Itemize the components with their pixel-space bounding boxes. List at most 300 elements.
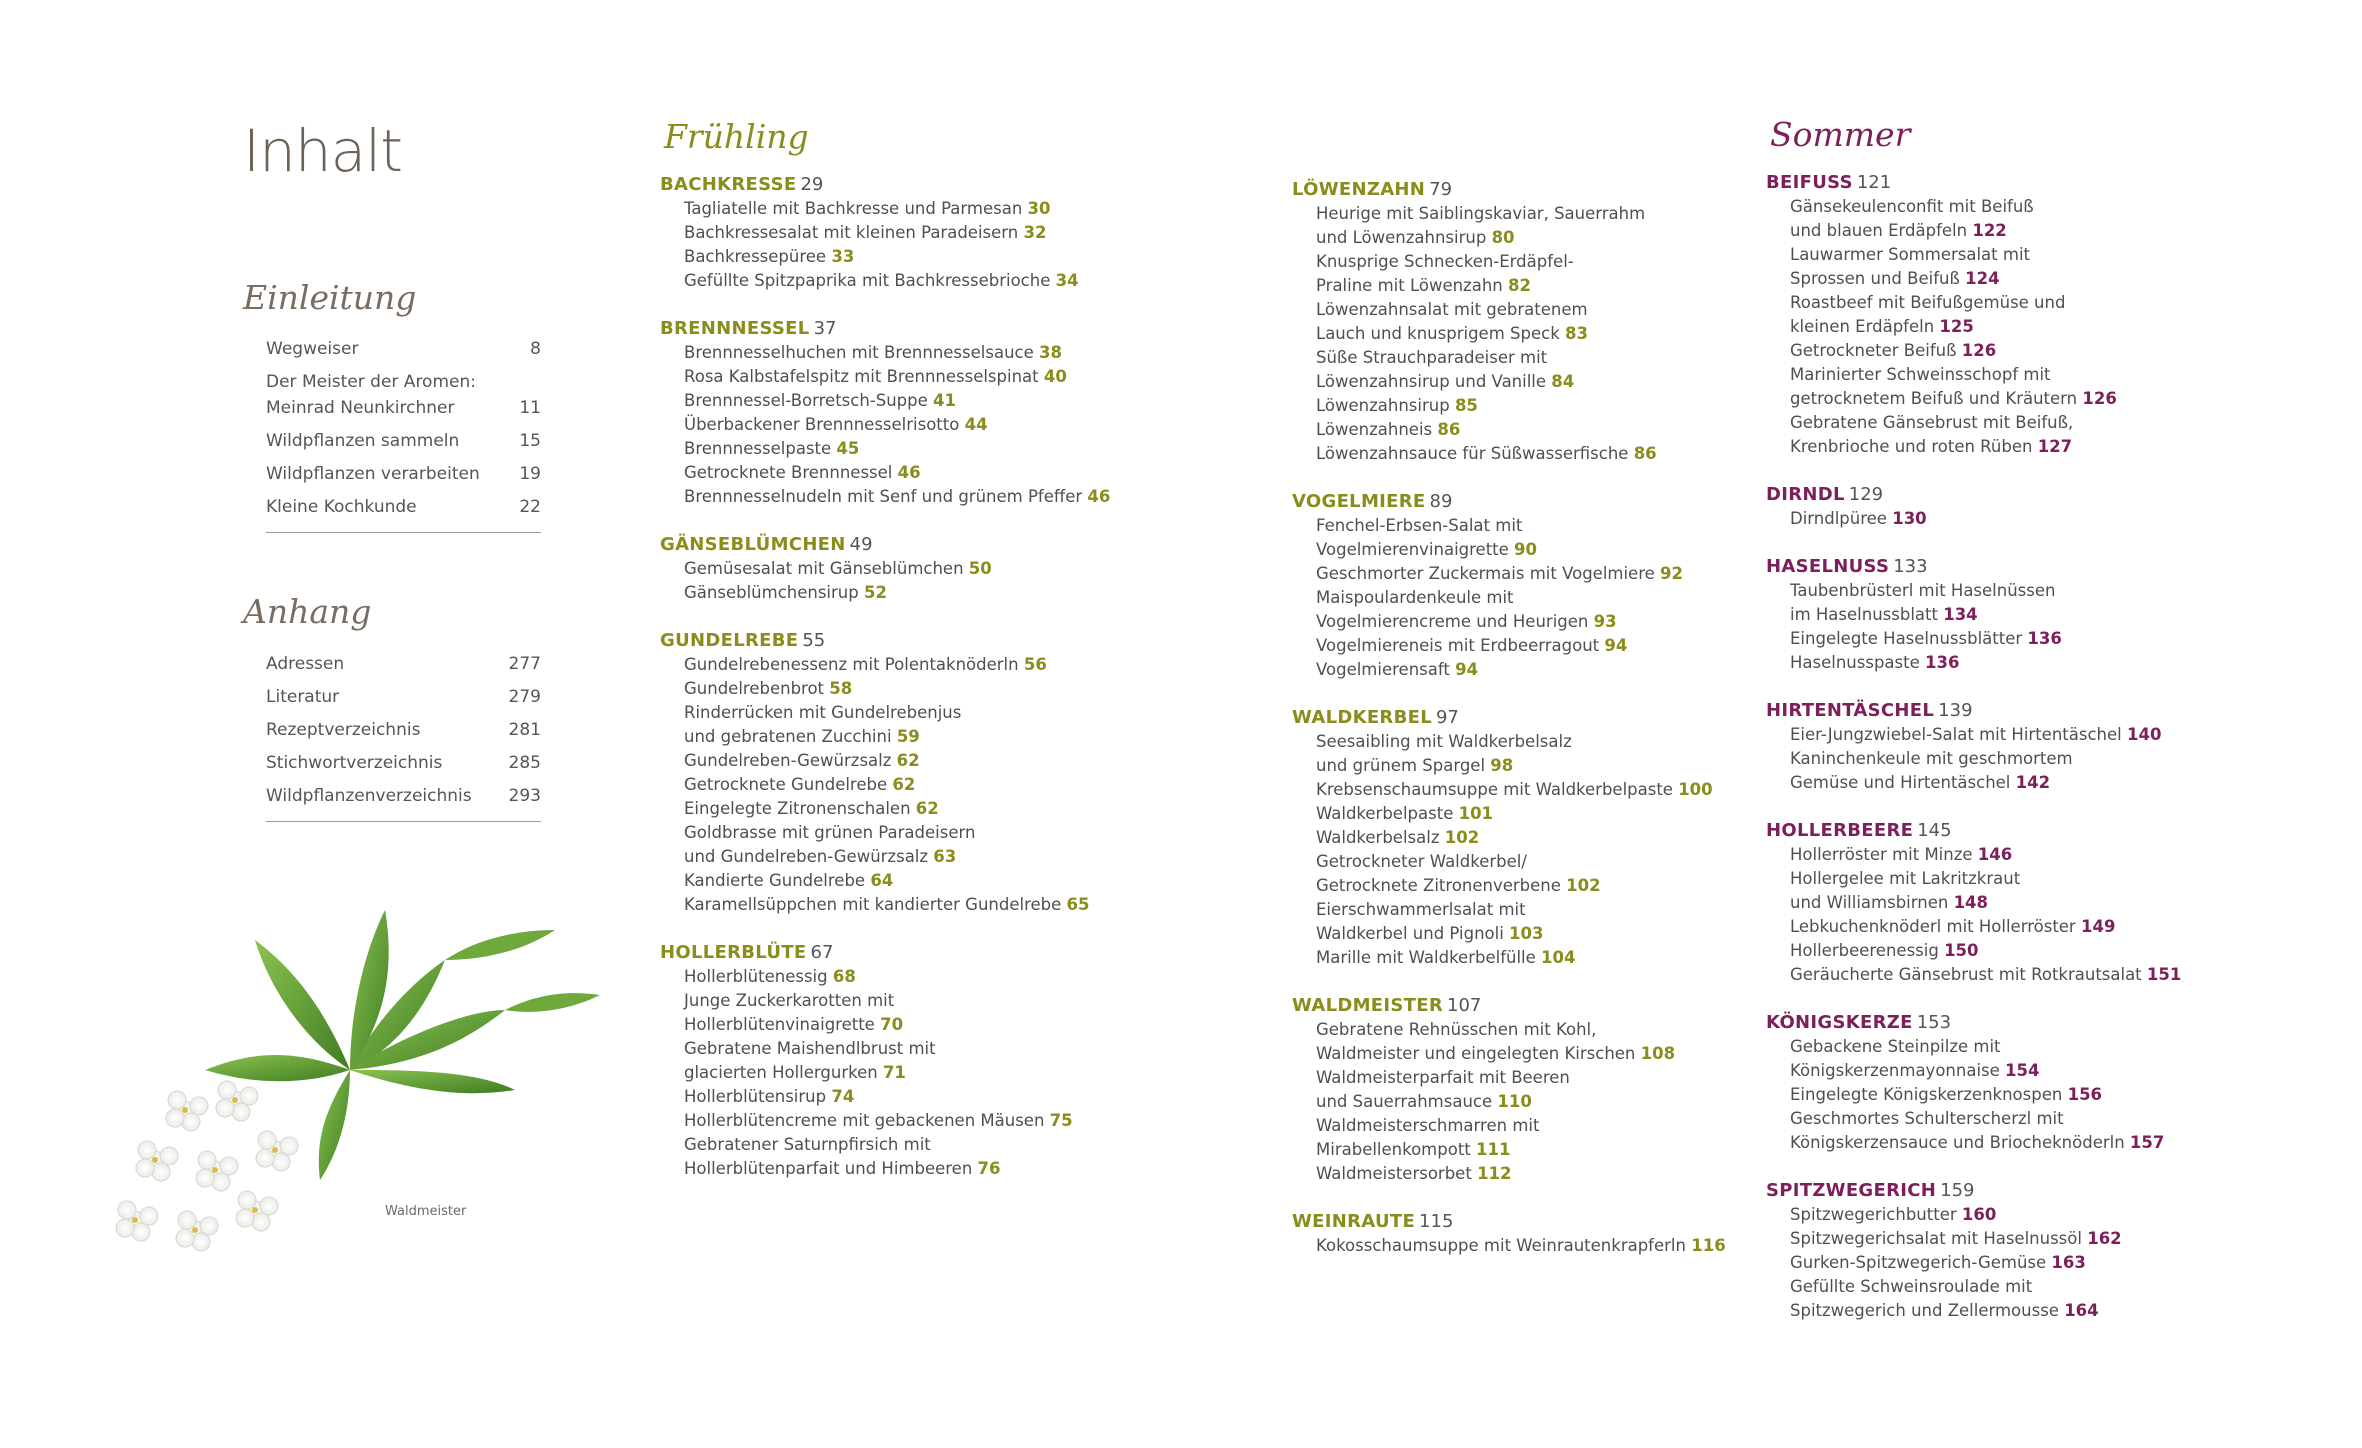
- section-title-anhang: Anhang: [243, 592, 372, 631]
- recipe-item: [1292, 946, 1812, 970]
- recipe-item: [660, 341, 1180, 365]
- recipe-page-number: 151: [2146, 965, 2182, 984]
- plant-heading: [1292, 490, 1812, 514]
- recipe-item: [1766, 411, 2286, 459]
- plant-heading: [1766, 699, 2286, 723]
- recipe-page-number: 64: [870, 871, 894, 890]
- recipe-item: [660, 557, 1180, 581]
- toc-page-number: 11: [519, 398, 541, 418]
- fruehling-entries-2: [1292, 178, 1812, 1258]
- recipe-item: [1292, 802, 1812, 826]
- recipe-title: Getrockneter Beifuß: [1790, 341, 1957, 360]
- plant-page-number: 159: [1940, 1180, 1975, 1201]
- recipe-page-number: 34: [1055, 271, 1079, 290]
- plant-name: WALDMEISTER: [1292, 995, 1443, 1016]
- recipe-title: Eingelegte Königskerzenknospen: [1790, 1085, 2063, 1104]
- recipe-title: Marinierter Schweinsschopf mit getrocknetem Beifuß und Kräutern: [1790, 365, 2078, 408]
- recipe-page-number: 164: [2064, 1301, 2099, 1320]
- sommer-column: [1766, 115, 2286, 1347]
- plant-entry: [660, 629, 1180, 917]
- recipe-page-number: 103: [1509, 924, 1544, 943]
- plant-page-number: 133: [1893, 556, 1928, 577]
- recipe-page-number: 62: [915, 799, 939, 818]
- recipe-item: [660, 1085, 1180, 1109]
- recipe-item: [1766, 963, 2286, 987]
- toc-row: [266, 651, 541, 677]
- recipe-title: Hollerbeerenessig: [1790, 941, 1939, 960]
- plant-name: BRENNNESSEL: [660, 318, 810, 339]
- recipe-title: Goldbrasse mit grünen Paradeisern und Gundelreben-Gewürzsalz: [684, 823, 976, 866]
- recipe-title: Gundelreben-Gewürzsalz: [684, 751, 892, 770]
- recipe-page-number: 50: [968, 559, 992, 578]
- plant-heading: [1766, 555, 2286, 579]
- plant-page-number: 129: [1848, 484, 1884, 505]
- fruehling-column-2: [1292, 178, 1812, 1282]
- recipe-item: [1766, 579, 2286, 627]
- plant-heading: [660, 317, 1180, 341]
- recipe-title: Gebratene Rehnüsschen mit Kohl, Waldmeister und eingelegten Kirschen: [1316, 1020, 1636, 1063]
- recipe-title: Heurige mit Saiblingskaviar, Sauerrahm und Löwenzahnsirup: [1316, 204, 1646, 247]
- toc-label: Wildpflanzen verarbeiten: [266, 464, 480, 484]
- recipe-item: [1292, 202, 1812, 250]
- recipe-item: [660, 749, 1180, 773]
- recipe-title: Brennnesselhuchen mit Brennnesselsauce: [684, 343, 1034, 362]
- recipe-title: Seesaibling mit Waldkerbelsalz und grünem Spargel: [1316, 732, 1572, 775]
- fruehling-entries-1: [660, 173, 1180, 1181]
- recipe-page-number: 160: [1961, 1205, 1997, 1224]
- recipe-page-number: 86: [1437, 420, 1461, 439]
- plant-name: BACHKRESSE: [660, 174, 797, 195]
- recipe-title: Knusprige Schnecken-Erdäpfel- Praline mit Löwenzahn: [1316, 252, 1574, 295]
- toc-label: Kleine Kochkunde: [266, 497, 417, 517]
- recipe-page-number: 70: [880, 1015, 904, 1034]
- recipe-title: Vogelmiereneis mit Erdbeerragout: [1316, 636, 1600, 655]
- recipe-title: Junge Zuckerkarotten mit Hollerblütenvinaigrette: [684, 991, 895, 1034]
- recipe-item: [1766, 1107, 2286, 1155]
- toc-label: Adressen: [266, 654, 345, 674]
- toc-row: [266, 684, 541, 710]
- toc-page-number: 281: [508, 720, 541, 740]
- toc-page-number: 285: [508, 753, 541, 773]
- recipe-page-number: 122: [1972, 221, 2007, 240]
- season-title-fruehling: Frühling: [664, 117, 809, 156]
- recipe-page-number: 83: [1565, 324, 1588, 343]
- recipe-item: [660, 773, 1180, 797]
- plant-entry: [1766, 699, 2286, 795]
- recipe-item: [660, 389, 1180, 413]
- recipe-page-number: 59: [896, 727, 920, 746]
- recipe-title: Karamellsüppchen mit kandierter Gundelrebe: [684, 895, 1062, 914]
- plant-page-number: 89: [1429, 491, 1453, 512]
- plant-heading: [660, 629, 1180, 653]
- recipe-page-number: 157: [2129, 1133, 2165, 1152]
- toc-label: Literatur: [266, 687, 340, 707]
- recipe-item: [1292, 730, 1812, 778]
- plant-heading: [1766, 1011, 2286, 1035]
- toc-label: Der Meister der Aromen: Meinrad Neunkirchner: [266, 372, 476, 418]
- plant-entry: [1292, 706, 1812, 970]
- plant-page-number: 67: [810, 942, 834, 963]
- recipe-page-number: 94: [1455, 660, 1479, 679]
- toc-row: [266, 369, 541, 421]
- recipe-page-number: 65: [1066, 895, 1090, 914]
- recipe-item: [1766, 915, 2286, 939]
- recipe-title: Gebratene Gänsebrust mit Beifuß, Krenbrioche und roten Rüben: [1790, 413, 2074, 456]
- section-title-einleitung: Einleitung: [243, 278, 417, 317]
- recipe-title: Kandierte Gundelrebe: [684, 871, 866, 890]
- recipe-page-number: 32: [1023, 223, 1047, 242]
- toc-row: [266, 783, 541, 809]
- recipe-title: Waldmeisterschmarren mit Mirabellenkompott: [1316, 1116, 1540, 1159]
- recipe-page-number: 102: [1566, 876, 1601, 895]
- plant-name: HOLLERBLÜTE: [660, 942, 807, 963]
- recipe-title: Eingelegte Haselnussblätter: [1790, 629, 2023, 648]
- recipe-item: [1766, 843, 2286, 867]
- recipe-title: Brennnesselpaste: [684, 439, 832, 458]
- recipe-item: [1766, 939, 2286, 963]
- plant-heading: [1766, 483, 2286, 507]
- toc-row: [266, 494, 541, 520]
- plant-page-number: 29: [800, 174, 824, 195]
- recipe-page-number: 52: [863, 583, 887, 602]
- recipe-title: Löwenzahnsalat mit gebratenem Lauch und knusprigem Speck: [1316, 300, 1588, 343]
- recipe-page-number: 130: [1892, 509, 1927, 528]
- recipe-page-number: 116: [1691, 1236, 1726, 1255]
- recipe-page-number: 140: [2126, 725, 2162, 744]
- plant-page-number: 153: [1916, 1012, 1952, 1033]
- plant-name: HIRTENTÄSCHEL: [1766, 700, 1935, 721]
- recipe-title: Vogelmierensaft: [1316, 660, 1450, 679]
- plant-page-number: 37: [813, 318, 837, 339]
- recipe-item: [660, 1037, 1180, 1085]
- recipe-title: Geräucherte Gänsebrust mit Rotkrautsalat: [1790, 965, 2142, 984]
- plant-page-number: 139: [1938, 700, 1973, 721]
- recipe-item: [1292, 514, 1812, 562]
- recipe-title: Gebratene Maishendlbrust mit glacierten Hollergurken: [684, 1039, 936, 1082]
- recipe-item: [1766, 195, 2286, 243]
- recipe-item: [1292, 1234, 1812, 1258]
- recipe-title: Getrockneter Waldkerbel/ Getrocknete Zitronenverbene: [1316, 852, 1561, 895]
- recipe-title: Löwenzahneis: [1316, 420, 1433, 439]
- recipe-page-number: 30: [1027, 199, 1051, 218]
- recipe-title: Spitzwegerichsalat mit Haselnussöl: [1790, 1229, 2082, 1248]
- waldmeister-illustration: [95, 900, 635, 1280]
- recipe-title: Dirndlpüree: [1790, 509, 1887, 528]
- plant-page-number: 145: [1917, 820, 1952, 841]
- recipe-page-number: 156: [2067, 1085, 2103, 1104]
- recipe-title: Gurken-Spitzwegerich-Gemüse: [1790, 1253, 2047, 1272]
- recipe-title: Tagliatelle mit Bachkresse und Parmesan: [684, 199, 1023, 218]
- recipe-title: Kokosschaumsuppe mit Weinrautenkrapferln: [1316, 1236, 1686, 1255]
- recipe-page-number: 100: [1678, 780, 1713, 799]
- recipe-page-number: 93: [1593, 612, 1617, 631]
- plant-page-number: 49: [849, 534, 873, 555]
- recipe-item: [660, 797, 1180, 821]
- recipe-title: Geschmorter Zuckermais mit Vogelmiere: [1316, 564, 1655, 583]
- recipe-item: [1292, 442, 1812, 466]
- recipe-page-number: 148: [1953, 893, 1989, 912]
- recipe-page-number: 38: [1039, 343, 1062, 362]
- toc-row: [266, 336, 541, 362]
- recipe-page-number: 127: [2037, 437, 2073, 456]
- plant-name: GUNDELREBE: [660, 630, 799, 651]
- recipe-page-number: 154: [2005, 1061, 2040, 1080]
- divider-rule: [266, 532, 541, 533]
- toc-label: Rezeptverzeichnis: [266, 720, 421, 740]
- toc-page-number: 22: [519, 497, 541, 517]
- toc-page-number: 8: [530, 339, 541, 359]
- recipe-page-number: 86: [1633, 444, 1657, 463]
- recipe-title: Getrocknete Brennnessel: [684, 463, 893, 482]
- einleitung-list: [266, 336, 541, 533]
- recipe-item: [1292, 250, 1812, 298]
- recipe-page-number: 33: [831, 247, 855, 266]
- recipe-page-number: 134: [1943, 605, 1978, 624]
- recipe-page-number: 104: [1541, 948, 1576, 967]
- recipe-page-number: 163: [2051, 1253, 2086, 1272]
- recipe-title: Gemüsesalat mit Gänseblümchen: [684, 559, 964, 578]
- recipe-page-number: 108: [1640, 1044, 1676, 1063]
- plant-heading: [1766, 1179, 2286, 1203]
- page-title: Inhalt: [243, 117, 403, 185]
- plant-page-number: 79: [1429, 179, 1453, 200]
- recipe-page-number: 44: [964, 415, 988, 434]
- recipe-title: Haselnusspaste: [1790, 653, 1920, 672]
- recipe-item: [1292, 778, 1812, 802]
- recipe-item: [1292, 1018, 1812, 1066]
- recipe-title: Lauwarmer Sommersalat mit Sprossen und Beifuß: [1790, 245, 2031, 288]
- plant-entry: [660, 941, 1180, 1181]
- plant-heading: [1292, 706, 1812, 730]
- recipe-item: [660, 1109, 1180, 1133]
- recipe-item: [1292, 1114, 1812, 1162]
- plant-name: HASELNUSS: [1766, 556, 1890, 577]
- recipe-item: [1766, 1035, 2286, 1083]
- recipe-title: Rinderrücken mit Gundelrebenjus und gebratenen Zucchini: [684, 703, 962, 746]
- recipe-title: Gefüllte Spitzpaprika mit Bachkressebrioche: [684, 271, 1051, 290]
- recipe-title: Hollerblütenessig: [684, 967, 828, 986]
- recipe-title: Gebackene Steinpilze mit Königskerzenmayonnaise: [1790, 1037, 2001, 1080]
- plant-entry: [660, 533, 1180, 605]
- plant-name: BEIFUSS: [1766, 172, 1853, 193]
- recipe-page-number: 84: [1551, 372, 1575, 391]
- recipe-page-number: 136: [2027, 629, 2062, 648]
- plant-name: DIRNDL: [1766, 484, 1845, 505]
- recipe-item: [1292, 658, 1812, 682]
- plant-entry: [1766, 1179, 2286, 1323]
- plant-entry: [1766, 483, 2286, 531]
- recipe-item: [660, 653, 1180, 677]
- plant-name: HOLLERBEERE: [1766, 820, 1914, 841]
- recipe-item: [660, 893, 1180, 917]
- recipe-page-number: 102: [1444, 828, 1480, 847]
- recipe-item: [660, 581, 1180, 605]
- recipe-page-number: 94: [1604, 636, 1628, 655]
- recipe-page-number: 150: [1944, 941, 1979, 960]
- recipe-title: Eierschwammerlsalat mit Waldkerbel und Pignoli: [1316, 900, 1526, 943]
- recipe-title: Krebsenschaumsuppe mit Waldkerbelpaste: [1316, 780, 1673, 799]
- recipe-title: Maispoulardenkeule mit Vogelmierencreme und Heurigen: [1316, 588, 1589, 631]
- recipe-page-number: 76: [977, 1159, 1001, 1178]
- recipe-page-number: 126: [2082, 389, 2117, 408]
- recipe-title: Brennnesselnudeln mit Senf und grünem Pfeffer: [684, 487, 1083, 506]
- plant-entry: [660, 317, 1180, 509]
- recipe-title: Getrocknete Gundelrebe: [684, 775, 888, 794]
- recipe-item: [660, 485, 1180, 509]
- plant-heading: [1292, 178, 1812, 202]
- recipe-page-number: 85: [1454, 396, 1478, 415]
- recipe-title: Eier-Jungzwiebel-Salat mit Hirtentäschel: [1790, 725, 2122, 744]
- plant-heading: [1766, 171, 2286, 195]
- recipe-item: [660, 1133, 1180, 1181]
- recipe-page-number: 80: [1491, 228, 1515, 247]
- recipe-item: [1292, 1162, 1812, 1186]
- recipe-title: Brennnessel-Borretsch-Suppe: [684, 391, 928, 410]
- plant-page-number: 107: [1447, 995, 1482, 1016]
- plant-heading: [1292, 994, 1812, 1018]
- recipe-page-number: 112: [1477, 1164, 1512, 1183]
- plant-entry: [1766, 171, 2286, 459]
- recipe-item: [1292, 826, 1812, 850]
- recipe-title: Waldmeisterparfait mit Beeren und Sauerrahmsauce: [1316, 1068, 1570, 1111]
- plant-name: GÄNSEBLÜMCHEN: [660, 534, 846, 555]
- recipe-title: Eingelegte Zitronenschalen: [684, 799, 911, 818]
- recipe-title: Roastbeef mit Beifußgemüse und kleinen Erdäpfeln: [1790, 293, 2066, 336]
- recipe-item: [1292, 898, 1812, 946]
- plant-entry: [1292, 1210, 1812, 1258]
- fruehling-column-1: [660, 117, 1180, 1205]
- recipe-page-number: 149: [2080, 917, 2116, 936]
- recipe-title: Hollerröster mit Minze: [1790, 845, 1973, 864]
- recipe-title: Lebkuchenknöderl mit Hollerröster: [1790, 917, 2076, 936]
- recipe-page-number: 63: [933, 847, 957, 866]
- recipe-title: Rosa Kalbstafelspitz mit Brennnesselspinat: [684, 367, 1039, 386]
- sommer-entries: [1766, 171, 2286, 1323]
- recipe-item: [660, 869, 1180, 893]
- recipe-page-number: 142: [2015, 773, 2051, 792]
- recipe-title: Geschmortes Schulterscherzl mit Königskerzensauce und Briocheknöderln: [1790, 1109, 2125, 1152]
- recipe-page-number: 111: [1476, 1140, 1511, 1159]
- toc-page-number: 19: [519, 464, 541, 484]
- recipe-item: [1766, 243, 2286, 291]
- white-flowers-icon: [116, 1081, 298, 1251]
- plant-heading: [1292, 1210, 1812, 1234]
- recipe-title: Gänsekeulenconfit mit Beifuß und blauen Erdäpfeln: [1790, 197, 2034, 240]
- toc-row: [266, 717, 541, 743]
- plant-heading: [1766, 819, 2286, 843]
- recipe-title: Fenchel-Erbsen-Salat mit Vogelmierenvinaigrette: [1316, 516, 1523, 559]
- recipe-title: Waldmeistersorbet: [1316, 1164, 1472, 1183]
- plant-heading: [660, 173, 1180, 197]
- plant-name: WALDKERBEL: [1292, 707, 1432, 728]
- recipe-item: [1292, 418, 1812, 442]
- recipe-title: Hollerblütensirup: [684, 1087, 827, 1106]
- recipe-item: [660, 221, 1180, 245]
- plant-name: LÖWENZAHN: [1292, 179, 1426, 200]
- recipe-page-number: 82: [1508, 276, 1531, 295]
- recipe-page-number: 136: [1925, 653, 1960, 672]
- recipe-page-number: 58: [829, 679, 853, 698]
- plant-entry: [1292, 994, 1812, 1186]
- recipe-page-number: 40: [1043, 367, 1067, 386]
- recipe-page-number: 98: [1490, 756, 1514, 775]
- plant-name: KÖNIGSKERZE: [1766, 1012, 1913, 1033]
- recipe-title: Waldkerbelsalz: [1316, 828, 1440, 847]
- toc-label: Wildpflanzenverzeichnis: [266, 786, 472, 806]
- recipe-item: [1766, 507, 2286, 531]
- recipe-page-number: 62: [892, 775, 916, 794]
- recipe-item: [660, 701, 1180, 749]
- plant-page-number: 97: [1435, 707, 1459, 728]
- plant-entry: [660, 173, 1180, 293]
- recipe-title: Waldkerbelpaste: [1316, 804, 1454, 823]
- recipe-title: Marille mit Waldkerbelfülle: [1316, 948, 1536, 967]
- plant-entry: [1766, 819, 2286, 987]
- recipe-item: [1766, 651, 2286, 675]
- recipe-title: Kaninchenkeule mit geschmortem Gemüse und Hirtentäschel: [1790, 749, 2073, 792]
- recipe-item: [660, 269, 1180, 293]
- recipe-title: Gänseblümchensirup: [684, 583, 859, 602]
- anhang-list: [266, 651, 541, 822]
- recipe-title: Hollergelee mit Lakritzkraut und Williamsbirnen: [1790, 869, 2021, 912]
- recipe-title: Taubenbrüsterl mit Haselnüssen im Haselnussblatt: [1790, 581, 2056, 624]
- recipe-page-number: 124: [1965, 269, 2000, 288]
- recipe-page-number: 126: [1961, 341, 1997, 360]
- recipe-title: Löwenzahnsauce für Süßwasserfische: [1316, 444, 1629, 463]
- toc-row: [266, 750, 541, 776]
- toc-label: Wildpflanzen sammeln: [266, 431, 460, 451]
- recipe-item: [660, 965, 1180, 989]
- toc-label: Stichwortverzeichnis: [266, 753, 443, 773]
- plant-page-number: 55: [802, 630, 826, 651]
- image-caption: Waldmeister: [385, 1204, 467, 1219]
- recipe-item: [660, 197, 1180, 221]
- plant-heading: [660, 533, 1180, 557]
- recipe-title: Gebratener Saturnpfirsich mit Hollerblütenparfait und Himbeeren: [684, 1135, 973, 1178]
- season-title-sommer: Sommer: [1770, 115, 1911, 154]
- recipe-page-number: 45: [836, 439, 860, 458]
- recipe-title: Gefüllte Schweinsroulade mit Spitzwegerich und Zellermousse: [1790, 1277, 2059, 1320]
- recipe-item: [660, 245, 1180, 269]
- recipe-page-number: 125: [1939, 317, 1974, 336]
- recipe-page-number: 46: [1087, 487, 1111, 506]
- toc-row: [266, 461, 541, 487]
- toc-label: Wegweiser: [266, 339, 359, 359]
- recipe-title: Gundelrebenessenz mit Polentaknöderln: [684, 655, 1019, 674]
- recipe-title: Bachkressepüree: [684, 247, 827, 266]
- plant-entry: [1766, 555, 2286, 675]
- plant-entry: [1766, 1011, 2286, 1155]
- recipe-page-number: 41: [933, 391, 956, 410]
- recipe-item: [1766, 1275, 2286, 1323]
- recipe-item: [1292, 346, 1812, 394]
- plant-heading: [660, 941, 1180, 965]
- recipe-item: [1766, 363, 2286, 411]
- recipe-page-number: 92: [1660, 564, 1684, 583]
- recipe-item: [1766, 1251, 2286, 1275]
- recipe-page-number: 46: [897, 463, 921, 482]
- recipe-item: [1292, 298, 1812, 346]
- recipe-item: [1766, 627, 2286, 651]
- plant-name: SPITZWEGERICH: [1766, 1180, 1937, 1201]
- recipe-page-number: 90: [1514, 540, 1538, 559]
- recipe-page-number: 68: [832, 967, 856, 986]
- recipe-item: [1292, 1066, 1812, 1114]
- recipe-title: Süße Strauchparadeiser mit Löwenzahnsirup und Vanille: [1316, 348, 1548, 391]
- recipe-title: Überbackener Brennnesselrisotto: [684, 415, 960, 434]
- plant-page-number: 115: [1419, 1211, 1454, 1232]
- recipe-item: [660, 821, 1180, 869]
